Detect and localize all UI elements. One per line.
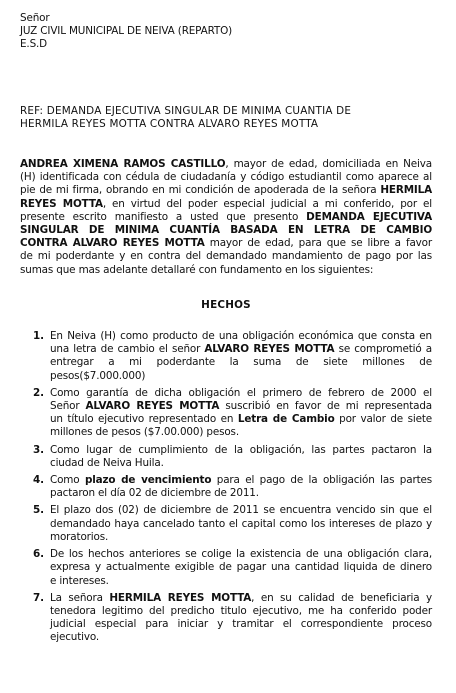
addressee-block	[20, 12, 432, 52]
fact-text: millones de pesos ($7.00.000) pesos.	[50, 426, 239, 439]
fact-item	[20, 504, 432, 544]
intro-text: , mayor de edad, domiciliada en Neiva	[225, 158, 433, 171]
client-name: HERMILA	[380, 184, 432, 197]
intro-line	[20, 171, 432, 184]
fact-text: moratorios.	[50, 530, 109, 543]
fact-text: judicial especial para iniciar y tramitar el correspondiente proceso	[50, 618, 432, 631]
facts-list	[20, 330, 432, 644]
fact-text	[50, 343, 432, 356]
fact-text-part: para el pago de la obligación las partes	[211, 474, 432, 487]
addressee-esd: E.S.D	[20, 38, 48, 51]
fact-text: pactaron el día 02 de diciembre de 2011.	[50, 487, 259, 500]
fact-text: En Neiva (H) como producto de una obligación económica que consta en	[50, 330, 432, 343]
fact-item	[20, 592, 432, 645]
intro-text: , en virtud del poder especial judicial a mi conferido, por el	[102, 197, 432, 210]
intro-text: pie de mi firma, obrando en mi condición de apoderada de la señora	[20, 184, 381, 197]
fact-text: Como lugar de cumplimiento de la obligación, las partes pactaron la	[50, 443, 432, 456]
debtor-name: ALVARO REYES MOTTA	[85, 400, 220, 413]
intro-paragraph	[20, 158, 432, 277]
intro-text: mayor de edad, para que se libre a favor	[204, 237, 433, 250]
fact-text-part: , en su calidad de beneficiaria y	[251, 591, 433, 604]
intro-line	[20, 250, 432, 263]
debtor-name: ALVARO REYES MOTTA	[204, 343, 335, 356]
fact-text-part: un título ejecutivo representado en	[50, 413, 238, 426]
intro-line	[20, 158, 432, 171]
fact-text: expresa y actualmente exigible de pagar una cantidad liquida de dinero	[50, 561, 432, 574]
fact-text-part: por valor de siete	[334, 413, 432, 426]
reference-block	[20, 105, 432, 131]
fact-text-part: se comprometió a	[334, 343, 432, 356]
fact-text-part: La señora	[50, 591, 110, 604]
fact-text: ejecutivo.	[50, 631, 100, 644]
fact-text	[50, 400, 432, 413]
reference-line-1: REF: DEMANDA EJECUTIVA SINGULAR DE MINIMA CUANTIA DE	[20, 104, 352, 117]
fact-text: tenedora legitimo del predicho titulo ejecutivo, me ha conferido poder	[50, 604, 432, 617]
fact-text-part: suscribió en favor de mi representada	[219, 400, 432, 413]
fact-number: 1.	[33, 330, 44, 343]
fact-text-part: una letra de cambio el señor	[50, 343, 205, 356]
fact-text: El plazo dos (02) de diciembre de 2011 se encuentra vencido sin que el	[50, 504, 432, 517]
fact-text: Como garantía de dicha obligación el primero de febrero de 2000 el	[50, 386, 432, 399]
fact-number: 2.	[33, 386, 44, 399]
fact-text-part: Señor	[50, 400, 86, 413]
intro-line	[20, 211, 432, 224]
intro-text: (H) identificada con cédula de ciudadanía y código estudiantil como aparece al	[20, 171, 432, 184]
intro-line	[20, 237, 432, 250]
intro-text: presente escrito manifiesto a usted que presento	[20, 210, 307, 223]
attorney-name: ANDREA XIMENA RAMOS CASTILLO	[20, 158, 226, 171]
fact-text: De los hechos anteriores se colige la existencia de una obligación clara,	[50, 548, 432, 561]
intro-line	[20, 184, 432, 197]
client-name: REYES MOTTA	[20, 197, 103, 210]
defendant-name: CONTRA ALVARO REYES MOTTA	[20, 237, 205, 250]
fact-text: e intereses.	[50, 574, 109, 587]
fact-number: 7.	[33, 591, 44, 604]
fact-item	[20, 548, 432, 588]
reference-line-2: HERMILA REYES MOTTA CONTRA ALVARO REYES MOTTA	[20, 117, 319, 130]
fact-text: demandado haya cancelado tanto el capital como los intereses de plazo y	[50, 517, 432, 530]
fact-item	[20, 330, 432, 383]
intro-text: sumas que mas adelante detallaré con fundamento en los siguientes:	[20, 263, 374, 276]
addressee-salutation: Señor	[20, 12, 50, 24]
due-term: plazo de vencimiento	[84, 474, 212, 487]
fact-text	[50, 413, 432, 426]
fact-text-part: Como	[50, 474, 85, 487]
fact-text: entregar a mi poderdante la suma de siete millones de	[50, 356, 432, 369]
section-title-hechos: HECHOS	[201, 298, 251, 311]
fact-text	[50, 592, 432, 605]
fact-number: 4.	[33, 474, 44, 487]
fact-text	[50, 474, 432, 487]
fact-text: pesos($7.000.000)	[50, 369, 146, 382]
intro-line	[20, 198, 432, 211]
intro-line	[20, 224, 432, 237]
intro-text: de mi poderdante y en contra del demandado mandamiento de pago por las	[20, 250, 432, 263]
fact-item	[20, 444, 432, 470]
addressee-court: JUZ CIVIL MUNICIPAL DE NEIVA (REPARTO)	[20, 25, 233, 38]
demand-type: SINGULAR DE MINIMA CUANTÍA BASADA EN LETRA DE CAMBIO	[20, 224, 432, 237]
fact-number: 6.	[33, 548, 44, 561]
fact-item	[20, 387, 432, 440]
document-type: Letra de Cambio	[237, 413, 335, 426]
fact-number: 5.	[33, 504, 44, 517]
client-name: HERMILA REYES MOTTA	[109, 591, 252, 604]
fact-number: 3.	[33, 443, 44, 456]
fact-item	[20, 474, 432, 500]
demand-type: DEMANDA EJECUTIVA	[306, 210, 432, 223]
intro-line	[20, 264, 432, 277]
fact-text: ciudad de Neiva Huila.	[50, 456, 164, 469]
